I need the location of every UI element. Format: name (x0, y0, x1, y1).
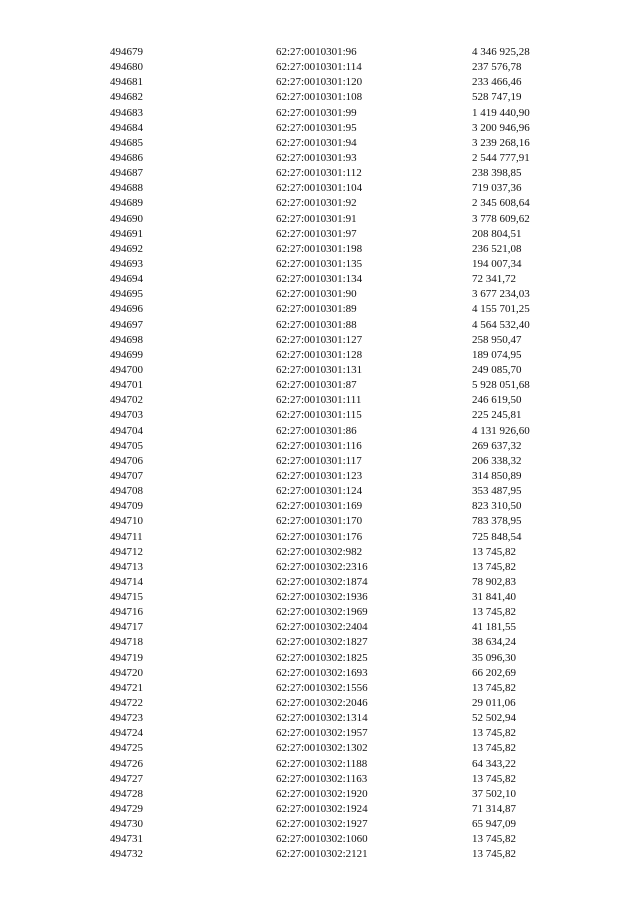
row-number: 494704 (110, 424, 143, 437)
row-number: 494686 (110, 151, 143, 164)
cadastral-value: 5 928 051,68 (472, 379, 530, 392)
table-row (0, 575, 640, 590)
row-number: 494727 (110, 772, 143, 785)
cadastral-number: 62:27:0010302:1693 (276, 666, 368, 679)
table-row (0, 530, 640, 545)
cadastral-value: 71 314,87 (472, 803, 516, 816)
table-row (0, 106, 640, 121)
cadastral-number: 62:27:0010301:114 (276, 61, 362, 74)
cadastral-value: 236 521,08 (472, 242, 522, 255)
table-row (0, 348, 640, 363)
cadastral-number: 62:27:0010301:134 (276, 273, 363, 286)
row-number: 494712 (110, 545, 143, 558)
row-number: 494680 (110, 61, 143, 74)
cadastral-value: 13 745,82 (472, 848, 516, 861)
cadastral-number: 62:27:0010302:1188 (276, 757, 368, 770)
row-number: 494724 (110, 727, 143, 740)
table-row (0, 318, 640, 333)
cadastral-number: 62:27:0010301:95 (276, 121, 357, 134)
row-number: 494710 (110, 515, 143, 528)
table-row (0, 484, 640, 499)
row-number: 494701 (110, 379, 143, 392)
cadastral-number: 62:27:0010301:99 (276, 106, 357, 119)
cadastral-value: 233 466,46 (472, 76, 522, 89)
cadastral-number: 62:27:0010301:170 (276, 515, 363, 528)
table-row (0, 363, 640, 378)
cadastral-value: 13 745,82 (472, 560, 516, 573)
cadastral-number: 62:27:0010301:135 (276, 257, 363, 270)
row-number: 494693 (110, 257, 143, 270)
row-number: 494705 (110, 439, 143, 452)
cadastral-value: 3 239 268,16 (472, 136, 530, 149)
table-row (0, 121, 640, 136)
row-number: 494681 (110, 76, 143, 89)
cadastral-number: 62:27:0010301:131 (276, 363, 363, 376)
cadastral-value: 37 502,10 (472, 787, 516, 800)
row-number: 494685 (110, 136, 143, 149)
table-row (0, 726, 640, 741)
cadastral-value: 29 011,06 (472, 697, 516, 710)
cadastral-value: 13 745,82 (472, 606, 516, 619)
row-number: 494713 (110, 560, 143, 573)
row-number: 494695 (110, 288, 143, 301)
cadastral-number: 62:27:0010302:1957 (276, 727, 368, 740)
table-row (0, 90, 640, 105)
cadastral-value: 13 745,82 (472, 545, 516, 558)
cadastral-number: 62:27:0010301:127 (276, 333, 363, 346)
row-number: 494688 (110, 182, 143, 195)
cadastral-number: 62:27:0010302:1556 (276, 681, 368, 694)
cadastral-value: 528 747,19 (472, 91, 522, 104)
table-row (0, 272, 640, 287)
row-number: 494732 (110, 848, 143, 861)
row-number: 494722 (110, 697, 143, 710)
table-row (0, 620, 640, 635)
cadastral-number: 62:27:0010301:89 (276, 303, 357, 316)
row-number: 494682 (110, 91, 143, 104)
cadastral-value: 35 096,30 (472, 651, 516, 664)
cadastral-value: 314 850,89 (472, 469, 522, 482)
row-number: 494679 (110, 46, 143, 58)
cadastral-number: 62:27:0010302:1936 (276, 591, 368, 604)
table-row (0, 166, 640, 181)
table-row (0, 287, 640, 302)
cadastral-value: 269 637,32 (472, 439, 522, 452)
cadastral-number: 62:27:0010301:92 (276, 197, 357, 210)
row-number: 494690 (110, 212, 143, 225)
table-row (0, 545, 640, 560)
cadastral-number: 62:27:0010301:88 (276, 318, 357, 331)
table-row (0, 817, 640, 832)
cadastral-number: 62:27:0010301:124 (276, 485, 363, 498)
row-number: 494731 (110, 833, 143, 846)
cadastral-value: 249 085,70 (472, 363, 522, 376)
table-row (0, 499, 640, 514)
cadastral-value: 225 245,81 (472, 409, 522, 422)
cadastral-number: 62:27:0010302:1920 (276, 787, 368, 800)
table-row (0, 605, 640, 620)
cadastral-number: 62:27:0010302:1927 (276, 818, 368, 831)
cadastral-number: 62:27:0010301:198 (276, 242, 363, 255)
row-number: 494720 (110, 666, 143, 679)
cadastral-value: 719 037,36 (472, 182, 522, 195)
cadastral-value: 4 155 701,25 (472, 303, 530, 316)
table-row (0, 635, 640, 650)
cadastral-number: 62:27:0010302:1302 (276, 742, 368, 755)
row-number: 494721 (110, 681, 143, 694)
cadastral-value: 189 074,95 (472, 348, 522, 361)
cadastral-value: 4 131 926,60 (472, 424, 530, 437)
cadastral-value: 725 848,54 (472, 530, 522, 543)
row-number: 494689 (110, 197, 143, 210)
cadastral-number: 62:27:0010301:128 (276, 348, 363, 361)
cadastral-number: 62:27:0010301:97 (276, 227, 357, 240)
cadastral-value: 238 398,85 (472, 167, 522, 180)
cadastral-value: 38 634,24 (472, 636, 516, 649)
table-row (0, 60, 640, 75)
row-number: 494729 (110, 803, 143, 816)
cadastral-value: 3 200 946,96 (472, 121, 530, 134)
cadastral-number: 62:27:0010302:2316 (276, 560, 368, 573)
cadastral-value: 13 745,82 (472, 742, 516, 755)
table-row (0, 847, 640, 862)
cadastral-number: 62:27:0010301:90 (276, 288, 357, 301)
cadastral-number: 62:27:0010301:117 (276, 454, 362, 467)
row-number: 494684 (110, 121, 143, 134)
cadastral-value: 783 378,95 (472, 515, 522, 528)
table-row (0, 151, 640, 166)
cadastral-value: 206 338,32 (472, 454, 522, 467)
cadastral-value: 72 341,72 (472, 273, 516, 286)
table-row (0, 772, 640, 787)
table-row (0, 333, 640, 348)
row-number: 494728 (110, 787, 143, 800)
row-number: 494707 (110, 469, 143, 482)
cadastral-value: 208 804,51 (472, 227, 522, 240)
cadastral-number: 62:27:0010301:108 (276, 91, 363, 104)
cadastral-number: 62:27:0010301:104 (276, 182, 363, 195)
table-row (0, 424, 640, 439)
cadastral-number: 62:27:0010301:94 (276, 136, 357, 149)
cadastral-value: 4 346 925,28 (472, 46, 530, 58)
table-row (0, 651, 640, 666)
table-row (0, 741, 640, 756)
cadastral-number: 62:27:0010301:115 (276, 409, 362, 422)
cadastral-value: 2 544 777,91 (472, 151, 530, 164)
table-row (0, 45, 640, 60)
row-number: 494691 (110, 227, 143, 240)
table-row (0, 681, 640, 696)
row-number: 494715 (110, 591, 143, 604)
cadastral-number: 62:27:0010301:111 (276, 394, 362, 407)
cadastral-number: 62:27:0010301:87 (276, 379, 357, 392)
row-number: 494708 (110, 485, 143, 498)
cadastral-value: 4 564 532,40 (472, 318, 530, 331)
row-number: 494714 (110, 575, 143, 588)
cadastral-number: 62:27:0010301:169 (276, 500, 363, 513)
row-number: 494699 (110, 348, 143, 361)
row-number: 494694 (110, 273, 143, 286)
cadastral-number: 62:27:0010301:96 (276, 46, 357, 58)
row-number: 494716 (110, 606, 143, 619)
row-number: 494711 (110, 530, 143, 543)
table-row (0, 832, 640, 847)
row-number: 494698 (110, 333, 143, 346)
row-number: 494687 (110, 167, 143, 180)
cadastral-value: 52 502,94 (472, 712, 516, 725)
table-row (0, 711, 640, 726)
cadastral-number: 62:27:0010302:1825 (276, 651, 368, 664)
cadastral-value: 13 745,82 (472, 833, 516, 846)
cadastral-number: 62:27:0010302:1163 (276, 772, 368, 785)
table-row (0, 757, 640, 772)
table-row (0, 696, 640, 711)
table-row (0, 469, 640, 484)
cadastral-value: 13 745,82 (472, 727, 516, 740)
cadastral-value: 246 619,50 (472, 394, 522, 407)
row-number: 494702 (110, 394, 143, 407)
cadastral-value: 41 181,55 (472, 621, 516, 634)
cadastral-value: 65 947,09 (472, 818, 516, 831)
cadastral-value: 2 345 608,64 (472, 197, 530, 210)
cadastral-number: 62:27:0010301:123 (276, 469, 363, 482)
table-row (0, 408, 640, 423)
table-row (0, 666, 640, 681)
row-number: 494717 (110, 621, 143, 634)
row-number: 494730 (110, 818, 143, 831)
row-number: 494725 (110, 742, 143, 755)
cadastral-value: 3 677 234,03 (472, 288, 530, 301)
cadastral-number: 62:27:0010302:1827 (276, 636, 368, 649)
table-row (0, 378, 640, 393)
cadastral-value: 13 745,82 (472, 681, 516, 694)
cadastral-value: 66 202,69 (472, 666, 516, 679)
table-row (0, 802, 640, 817)
table-row (0, 212, 640, 227)
table-row (0, 227, 640, 242)
row-number: 494726 (110, 757, 143, 770)
cadastral-value: 13 745,82 (472, 772, 516, 785)
cadastral-value: 1 419 440,90 (472, 106, 530, 119)
cadastral-number: 62:27:0010302:2404 (276, 621, 368, 634)
cadastral-value: 64 343,22 (472, 757, 516, 770)
table-row (0, 393, 640, 408)
table-row (0, 302, 640, 317)
cadastral-value: 78 902,83 (472, 575, 516, 588)
cadastral-number: 62:27:0010302:982 (276, 545, 363, 558)
row-number: 494719 (110, 651, 143, 664)
cadastral-number: 62:27:0010301:112 (276, 167, 362, 180)
cadastral-number: 62:27:0010302:1969 (276, 606, 368, 619)
table-row (0, 136, 640, 151)
cadastral-number: 62:27:0010302:2046 (276, 697, 368, 710)
row-number: 494703 (110, 409, 143, 422)
table-row (0, 181, 640, 196)
table-row (0, 242, 640, 257)
cadastral-number: 62:27:0010301:86 (276, 424, 357, 437)
cadastral-number: 62:27:0010302:2121 (276, 848, 368, 861)
row-number: 494718 (110, 636, 143, 649)
cadastral-number: 62:27:0010301:91 (276, 212, 357, 225)
cadastral-number: 62:27:0010301:176 (276, 530, 363, 543)
table-row (0, 439, 640, 454)
table-row (0, 454, 640, 469)
cadastral-number: 62:27:0010302:1924 (276, 803, 368, 816)
table-row (0, 590, 640, 605)
table-row (0, 196, 640, 211)
cadastral-value: 3 778 609,62 (472, 212, 530, 225)
row-number: 494696 (110, 303, 143, 316)
table-row (0, 787, 640, 802)
row-number: 494692 (110, 242, 143, 255)
row-number: 494700 (110, 363, 143, 376)
cadastral-value: 237 576,78 (472, 61, 522, 74)
cadastral-number: 62:27:0010301:116 (276, 439, 362, 452)
row-number: 494706 (110, 454, 143, 467)
cadastral-number: 62:27:0010302:1314 (276, 712, 368, 725)
table-row (0, 75, 640, 90)
cadastral-value: 194 007,34 (472, 257, 522, 270)
cadastral-number: 62:27:0010302:1874 (276, 575, 368, 588)
row-number: 494709 (110, 500, 143, 513)
cadastral-value: 823 310,50 (472, 500, 522, 513)
table-row (0, 257, 640, 272)
cadastral-number: 62:27:0010301:93 (276, 151, 357, 164)
cadastral-number: 62:27:0010302:1060 (276, 833, 368, 846)
cadastral-value: 31 841,40 (472, 591, 516, 604)
table-row (0, 560, 640, 575)
cadastral-number: 62:27:0010301:120 (276, 76, 363, 89)
cadastral-value: 258 950,47 (472, 333, 522, 346)
row-number: 494697 (110, 318, 143, 331)
record-table (0, 45, 640, 863)
cadastral-value: 353 487,95 (472, 485, 522, 498)
table-row (0, 514, 640, 529)
row-number: 494683 (110, 106, 143, 119)
row-number: 494723 (110, 712, 143, 725)
